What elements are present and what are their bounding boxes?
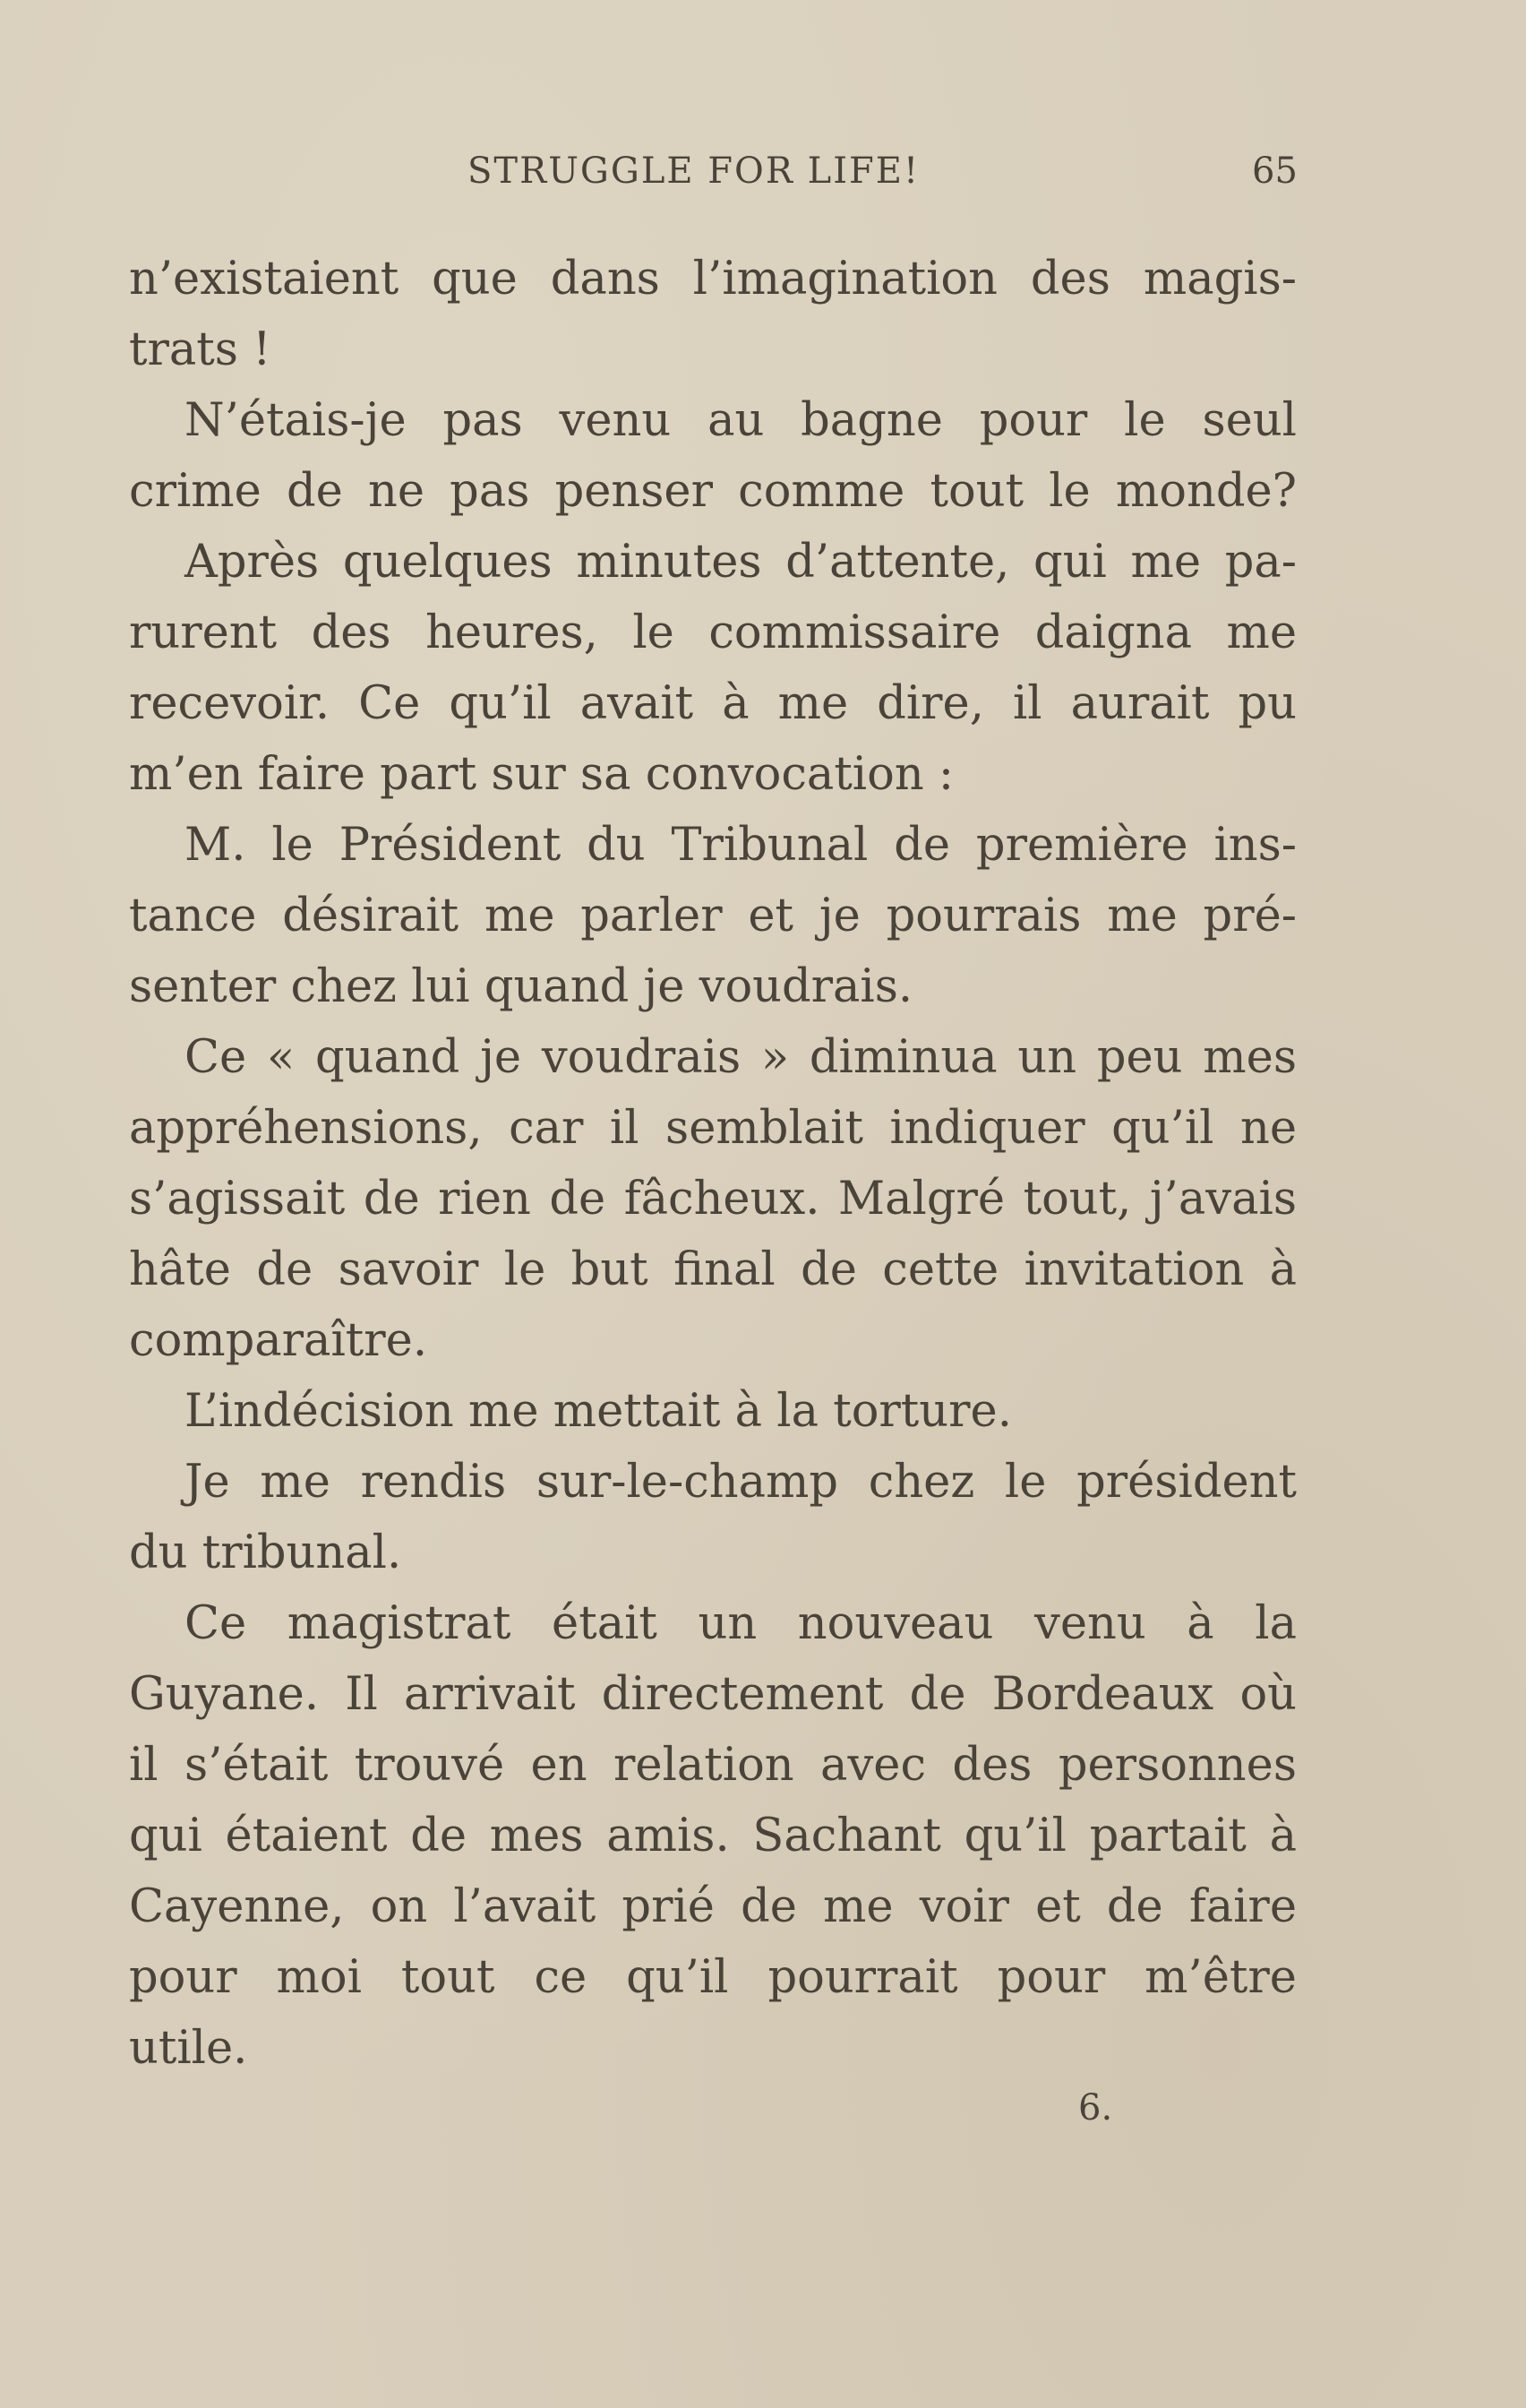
text-line: tance désirait me parler et je pourrais me pré- — [129, 890, 1297, 942]
text-line: rurent des heures, le commissaire daigna me — [129, 606, 1297, 659]
running-title: STRUGGLE FOR LIFE! — [467, 150, 921, 192]
text-line: Ce « quand je voudrais » diminua un peu mes — [184, 1031, 1297, 1084]
text-line: il s’était trouvé en relation avec des personnes — [129, 1739, 1297, 1792]
text-line: recevoir. Ce qu’il avait à me dire, il aurait pu — [129, 677, 1297, 730]
text-line: qui étaient de mes amis. Sachant qu’il partait à — [129, 1810, 1297, 1862]
signature-mark: 6. — [1078, 2087, 1113, 2128]
text-line: crime de ne pas penser comme tout le monde? — [129, 465, 1297, 518]
page-number: 65 — [1252, 150, 1298, 192]
text-line: m’en faire part sur sa convocation : — [129, 748, 955, 801]
body-text — [129, 244, 1297, 2084]
text-line: Ce magistrat était un nouveau venu à la — [184, 1597, 1297, 1650]
text-line: s’agissait de rien de fâcheux. Malgré tout, j’avais — [129, 1173, 1297, 1226]
text-line: n’existaient que dans l’imagination des magis- — [129, 253, 1297, 305]
text-line: L’indécision me mettait à la torture. — [184, 1385, 1012, 1438]
text-line: comparaître. — [129, 1314, 428, 1367]
text-line: N’étais-je pas venu au bagne pour le seul — [184, 394, 1297, 447]
text-line: M. le Président du Tribunal de première ins- — [184, 819, 1297, 872]
text-line: appréhensions, car il semblait indiquer qu’il ne — [129, 1102, 1297, 1155]
text-line: Je me rendis sur-le-champ chez le président — [184, 1456, 1297, 1509]
text-line: Après quelques minutes d’attente, qui me pa- — [184, 536, 1297, 589]
text-line: Guyane. Il arrivait directement de Bordeaux où — [129, 1668, 1297, 1721]
text-line: hâte de savoir le but final de cette invitation à — [129, 1243, 1297, 1296]
text-line: senter chez lui quand je voudrais. — [129, 960, 913, 1013]
text-line: utile. — [129, 2022, 248, 2075]
text-line: pour moi tout ce qu’il pourrait pour m’être — [129, 1951, 1297, 2004]
text-line: trats ! — [129, 323, 271, 376]
text-line: du tribunal. — [129, 1526, 402, 1579]
text-line: Cayenne, on l’avait prié de me voir et de faire — [129, 1880, 1297, 1933]
